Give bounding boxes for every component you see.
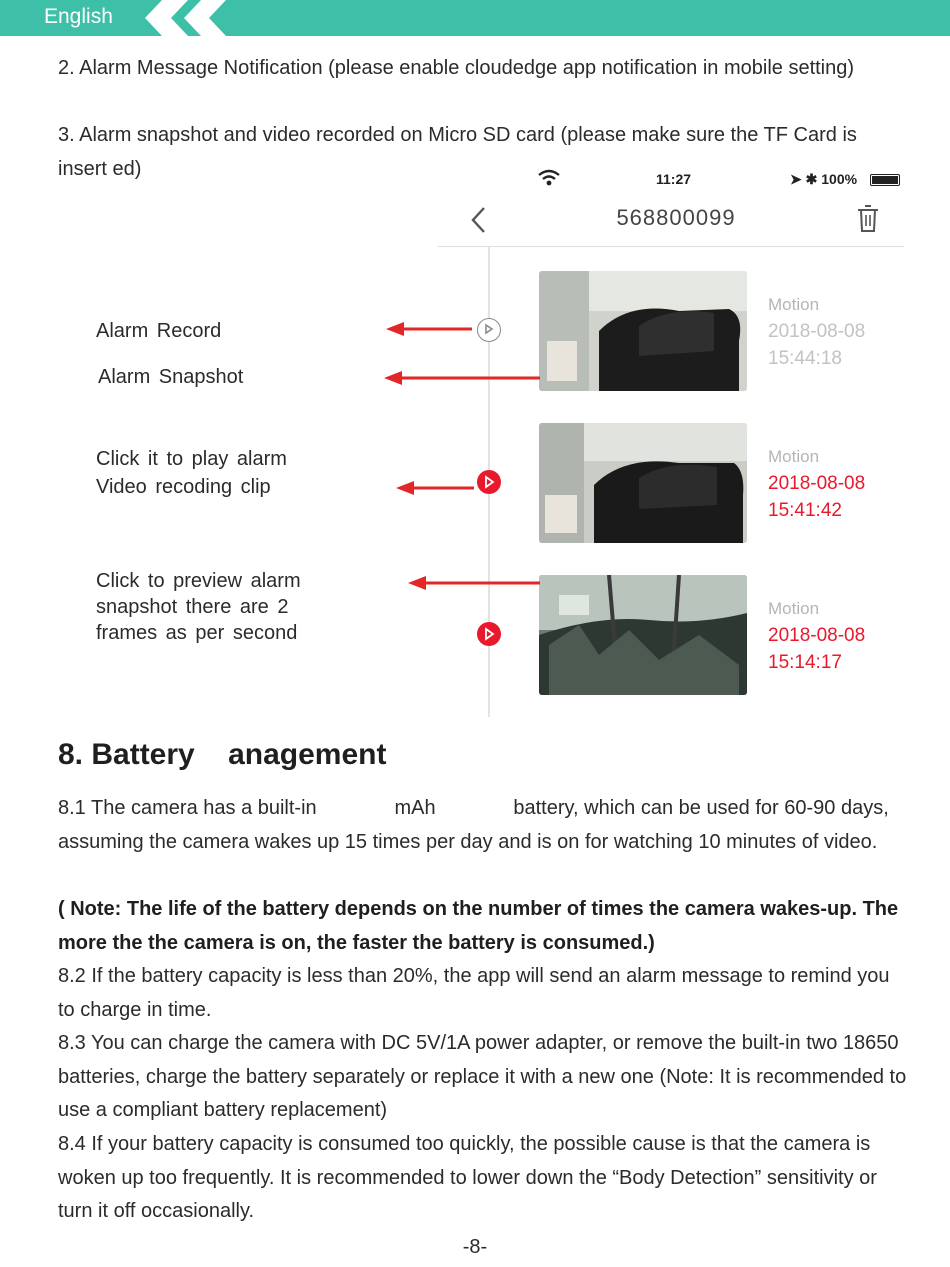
page-number: -8- xyxy=(462,1236,488,1258)
event-date: 2018-08-08 xyxy=(768,473,866,494)
nav-bar xyxy=(438,195,904,247)
event-type: Motion xyxy=(768,599,820,618)
paragraph-8-4: 8.4 If your battery capacity is consumed too quickly, the possible cause is that the camera is woken up too frequently. It is recommended to lower down the “Body Detection” sensitivity or turn it off occasionally. xyxy=(58,1133,877,1222)
battery-icon xyxy=(870,174,900,186)
callout-preview-line3: frames as per second xyxy=(96,622,298,644)
status-indicators: ➤ ✱ 100% xyxy=(790,171,858,187)
event-type: Motion xyxy=(768,447,820,466)
snapshot-thumbnail[interactable] xyxy=(539,271,747,391)
status-time: 11:27 xyxy=(656,171,692,187)
language-label: English xyxy=(44,5,113,28)
battery-note xyxy=(58,893,908,960)
event-item[interactable] xyxy=(438,423,914,545)
event-time: 15:44:18 xyxy=(768,348,842,369)
callout-play-line2: Video recoding clip xyxy=(96,476,271,498)
section-title: 8. Battery anagement xyxy=(58,738,387,771)
event-type: Motion xyxy=(768,295,820,314)
play-icon[interactable] xyxy=(477,470,501,494)
wifi-icon xyxy=(538,169,560,187)
event-time: 15:41:42 xyxy=(768,500,842,521)
play-icon[interactable] xyxy=(477,318,501,342)
snapshot-thumbnail[interactable] xyxy=(539,423,747,543)
paragraph-8-3: 8.3 You can charge the camera with DC 5V/1A power adapter, or remove the built-in two 18650 batteries, charge the battery separately or replace it with a new one (Note: It is recommended to use a compliant battery replacement) xyxy=(58,1032,907,1121)
intro-item-2: 2. Alarm Message Notification (please enable cloudedge app notification in mobile setting) xyxy=(58,57,855,79)
event-date: 2018-08-08 xyxy=(768,625,866,646)
trash-icon[interactable] xyxy=(856,204,880,234)
callout-preview-line1: Click to preview alarm xyxy=(96,570,301,592)
play-icon[interactable] xyxy=(477,622,501,646)
paragraph-8-2: 8.2 If the battery capacity is less than 20%, the app will send an alarm message to remind you to charge in time. xyxy=(58,965,890,1021)
paragraph-8-1: 8.1 The camera has a built-in mAh battery, which can be used for 60-90 days, assuming the camera wakes up 15 times per day and is on for watching 10 minutes of video. xyxy=(58,797,889,853)
event-date: 2018-08-08 xyxy=(768,321,866,342)
event-item[interactable] xyxy=(438,271,914,393)
event-time: 15:14:17 xyxy=(768,652,842,673)
app-screenshot xyxy=(438,165,914,720)
event-item[interactable] xyxy=(438,575,914,697)
callout-alarm-snapshot: Alarm Snapshot xyxy=(98,366,244,388)
callout-play-line1: Click it to play alarm xyxy=(96,448,287,470)
status-bar xyxy=(438,165,914,195)
snapshot-thumbnail[interactable] xyxy=(539,575,747,695)
callout-preview-line2: snapshot there are 2 xyxy=(96,596,289,618)
battery-note-text: ( Note: The life of the battery depends on the number of times the camera wakes-up. The more the the camera is on, the faster the battery is consumed.) xyxy=(58,898,899,954)
callout-alarm-record: Alarm Record xyxy=(96,320,222,342)
device-id: 568800099 xyxy=(616,205,736,230)
intro-item-3: 3. Alarm snapshot and video recorded on Micro SD card (please make sure the TF Card is insert ed) xyxy=(58,124,857,180)
header-bar xyxy=(0,0,950,36)
